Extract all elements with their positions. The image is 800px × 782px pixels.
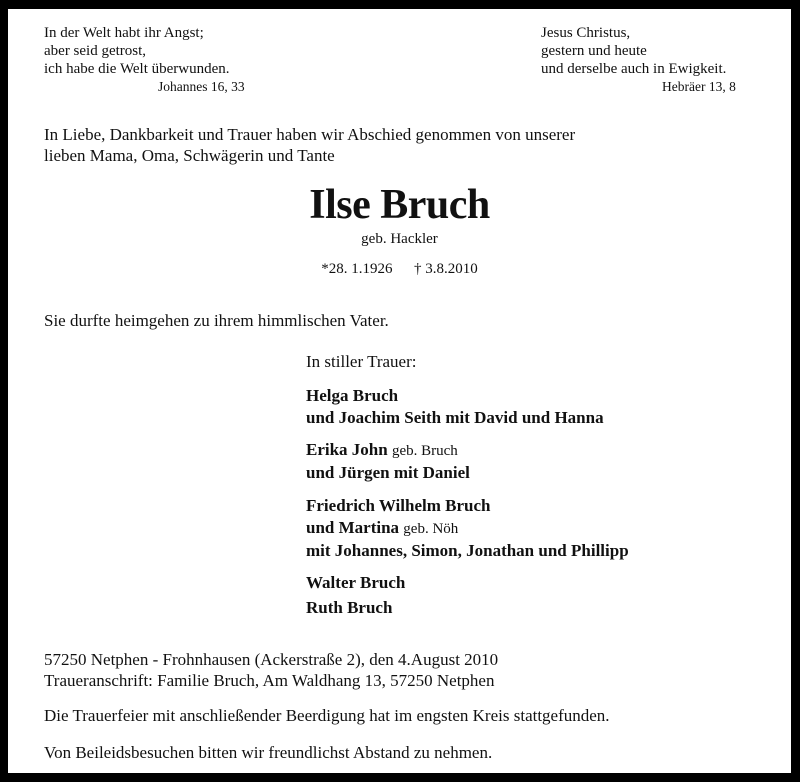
- intro-line: lieben Mama, Oma, Schwägerin und Tante: [44, 146, 335, 165]
- mourner-name: Erika John: [306, 440, 388, 459]
- birth-name: geb. Hackler: [361, 231, 438, 247]
- statement: Sie durfte heimgehen zu ihrem himmlischen Vater.: [44, 311, 389, 330]
- verse-left-line: In der Welt habt ihr Angst;: [44, 25, 204, 41]
- life-dates: [8, 260, 791, 278]
- verse-right-reference: Hebräer 13, 8: [662, 79, 736, 94]
- mourner-line: Friedrich Wilhelm Bruch: [306, 496, 491, 515]
- mourner-line: Walter Bruch: [306, 573, 406, 592]
- verse-right: [541, 24, 726, 78]
- mourner-birth-name: geb. Bruch: [391, 443, 458, 459]
- mourner-group: [306, 495, 629, 562]
- mourner-group: [306, 439, 470, 484]
- intro-text: [44, 124, 575, 166]
- mourner-group: [306, 597, 392, 619]
- mourner-group: [306, 572, 405, 594]
- verse-left: [44, 24, 230, 78]
- verse-left-line: aber seid getrost,: [44, 43, 147, 59]
- mourner-line: [306, 439, 470, 462]
- mourner-line: Ruth Bruch: [306, 598, 393, 617]
- mourning-address: Traueranschrift: Familie Bruch, Am Waldhang 13, 57250 Netphen: [44, 671, 495, 690]
- place-date: 57250 Netphen - Frohnhausen (Ackerstraße 2), den 4.August 2010: [44, 650, 499, 669]
- mourner-line: und Joachim Seith mit David und Hanna: [306, 408, 604, 427]
- mourner-birth-name: geb. Nöh: [403, 521, 459, 537]
- mourner-line: und Jürgen mit Daniel: [306, 463, 470, 482]
- verse-right-line: und derselbe auch in Ewigkeit.: [541, 61, 727, 77]
- verse-right-line: gestern und heute: [541, 43, 647, 59]
- verse-right-line: Jesus Christus,: [541, 25, 631, 41]
- deceased-name: Ilse Bruch: [309, 182, 490, 228]
- mourners-heading: In stiller Trauer:: [306, 352, 417, 371]
- funeral-note: Die Trauerfeier mit anschließender Beerdigung hat im engsten Kreis stattgefunden.: [44, 706, 610, 725]
- mourner-name: und Martina: [306, 518, 400, 537]
- intro-line: In Liebe, Dankbarkeit und Trauer haben wir Abschied genommen von unserer: [44, 125, 576, 144]
- verse-left-line: ich habe die Welt überwunden.: [44, 61, 230, 77]
- mourner-line: mit Johannes, Simon, Jonathan und Phillipp: [306, 541, 629, 560]
- condolence-note: Von Beileidsbesuchen bitten wir freundlichst Abstand zu nehmen.: [44, 743, 493, 762]
- mourner-line: Helga Bruch: [306, 386, 399, 405]
- mourner-line: [306, 517, 629, 540]
- mourner-group: [306, 385, 604, 429]
- birth-date: *28. 1.1926: [321, 261, 393, 277]
- verse-left-reference: Johannes 16, 33: [158, 79, 245, 94]
- obituary-notice: [8, 9, 791, 773]
- death-date: † 3.8.2010: [414, 261, 478, 277]
